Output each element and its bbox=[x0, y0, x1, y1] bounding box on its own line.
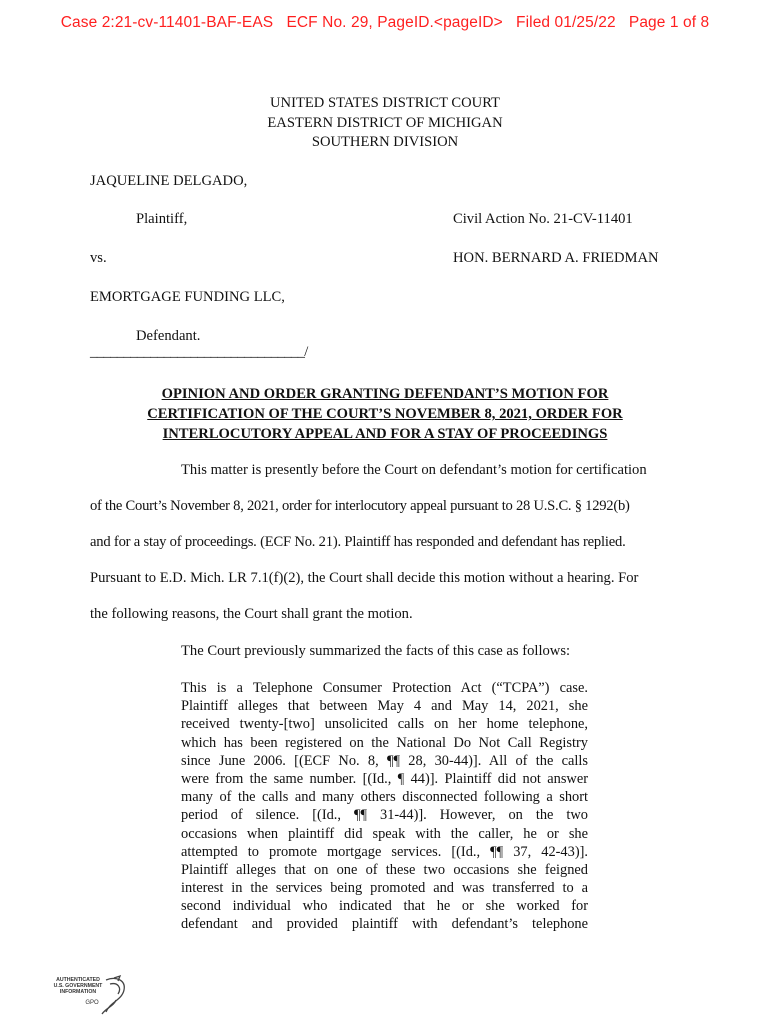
court-line-2: EASTERN DISTRICT OF MICHIGAN bbox=[267, 114, 503, 131]
body-paragraph-1-line-3: and for a stay of proceedings. (ECF No. 21). Plaintiff has responded and defendant has replied. bbox=[90, 534, 626, 550]
seal-text-authenticated: AUTHENTICATED bbox=[56, 977, 100, 983]
quote-line: Plaintiff alleges that between May 4 and May 14, 2021, she bbox=[181, 698, 588, 715]
quote-line: This is a Telephone Consumer Protection Act (“TCPA”) case. bbox=[181, 680, 588, 696]
quote-line: many of the calls and many others disconnected following a short bbox=[181, 789, 588, 806]
body-paragraph-1-line-5: the following reasons, the Court shall grant the motion. bbox=[90, 606, 413, 622]
eagle-emblem-icon bbox=[102, 976, 124, 1014]
plaintiff-role: Plaintiff, bbox=[136, 211, 188, 227]
quote-line: second individual who indicated that he or she worked for bbox=[181, 898, 588, 915]
defendant-role: Defendant. bbox=[136, 328, 201, 344]
body-paragraph-2-line-1: The Court previously summarized the facts of this case as follows: bbox=[181, 643, 571, 659]
seal-text-gpo: GPO bbox=[85, 1000, 99, 1006]
block-quote bbox=[181, 679, 588, 934]
civil-action-number: Civil Action No. 21-CV-11401 bbox=[453, 211, 633, 227]
caption-rule-line: ________________________________/ bbox=[90, 344, 308, 360]
quote-line: attempted to promote mortgage services. [(Id., ¶¶ 37, 42-43)]. bbox=[181, 843, 588, 860]
opinion-title-line-2: CERTIFICATION OF THE COURT’S NOVEMBER 8, 2021, ORDER FOR bbox=[147, 406, 623, 422]
ecf-filing-header: Case 2:21-cv-11401-BAF-EAS ECF No. 29, PageID.<pageID> Filed 01/25/22 Page 1 of 8 bbox=[60, 14, 710, 31]
body-paragraph-1-line-4: Pursuant to E.D. Mich. LR 7.1(f)(2), the Court shall decide this motion without a hearing. For bbox=[90, 570, 639, 586]
quote-line: Plaintiff alleges that on one of these two occasions she feigned bbox=[181, 861, 588, 878]
quote-line: were from the same number. [(Id., ¶ 44)]. Plaintiff did not answer bbox=[181, 770, 588, 787]
court-name-block bbox=[0, 94, 770, 153]
opinion-title-line-1: OPINION AND ORDER GRANTING DEFENDANT’S MOTION FOR bbox=[161, 386, 609, 402]
judge-name: HON. BERNARD A. FRIEDMAN bbox=[453, 250, 659, 266]
gpo-authentication-seal bbox=[44, 974, 134, 1018]
quote-line: which has been registered on the National Do Not Call Registry bbox=[181, 734, 588, 751]
opinion-title-line-3: INTERLOCUTORY APPEAL AND FOR A STAY OF PROCEEDINGS bbox=[162, 426, 608, 442]
quote-line: occasions when plaintiff did speak with the caller, he or she bbox=[181, 825, 588, 842]
quote-line: since June 2006. [(ECF No. 8, ¶¶ 28, 30-44)]. All of the calls bbox=[181, 752, 588, 769]
seal-text-government: U.S. GOVERNMENT bbox=[53, 983, 103, 989]
quote-line: interest in the services being promoted and was transferred to a bbox=[181, 880, 588, 897]
defendant-name: EMORTGAGE FUNDING LLC, bbox=[90, 289, 285, 305]
court-line-1: UNITED STATES DISTRICT COURT bbox=[270, 95, 500, 111]
court-line-3: SOUTHERN DIVISION bbox=[311, 134, 459, 150]
seal-text-information: INFORMATION bbox=[59, 989, 97, 995]
quote-line: defendant and provided plaintiff with defendant’s telephone bbox=[181, 916, 588, 933]
body-paragraph-1-line-2: of the Court’s November 8, 2021, order for interlocutory appeal pursuant to 28 U.S.C. § 1292(b) bbox=[90, 498, 630, 514]
plaintiff-name: JAQUELINE DELGADO, bbox=[90, 173, 248, 189]
quote-line: period of silence. [(Id., ¶¶ 31-44)]. However, on the two bbox=[181, 807, 588, 824]
quote-line: received twenty-[two] unsolicited calls on her home telephone, bbox=[181, 716, 588, 733]
body-paragraph-1-line-1: This matter is presently before the Court on defendant’s motion for certification bbox=[181, 462, 647, 478]
versus-label: vs. bbox=[90, 250, 107, 266]
